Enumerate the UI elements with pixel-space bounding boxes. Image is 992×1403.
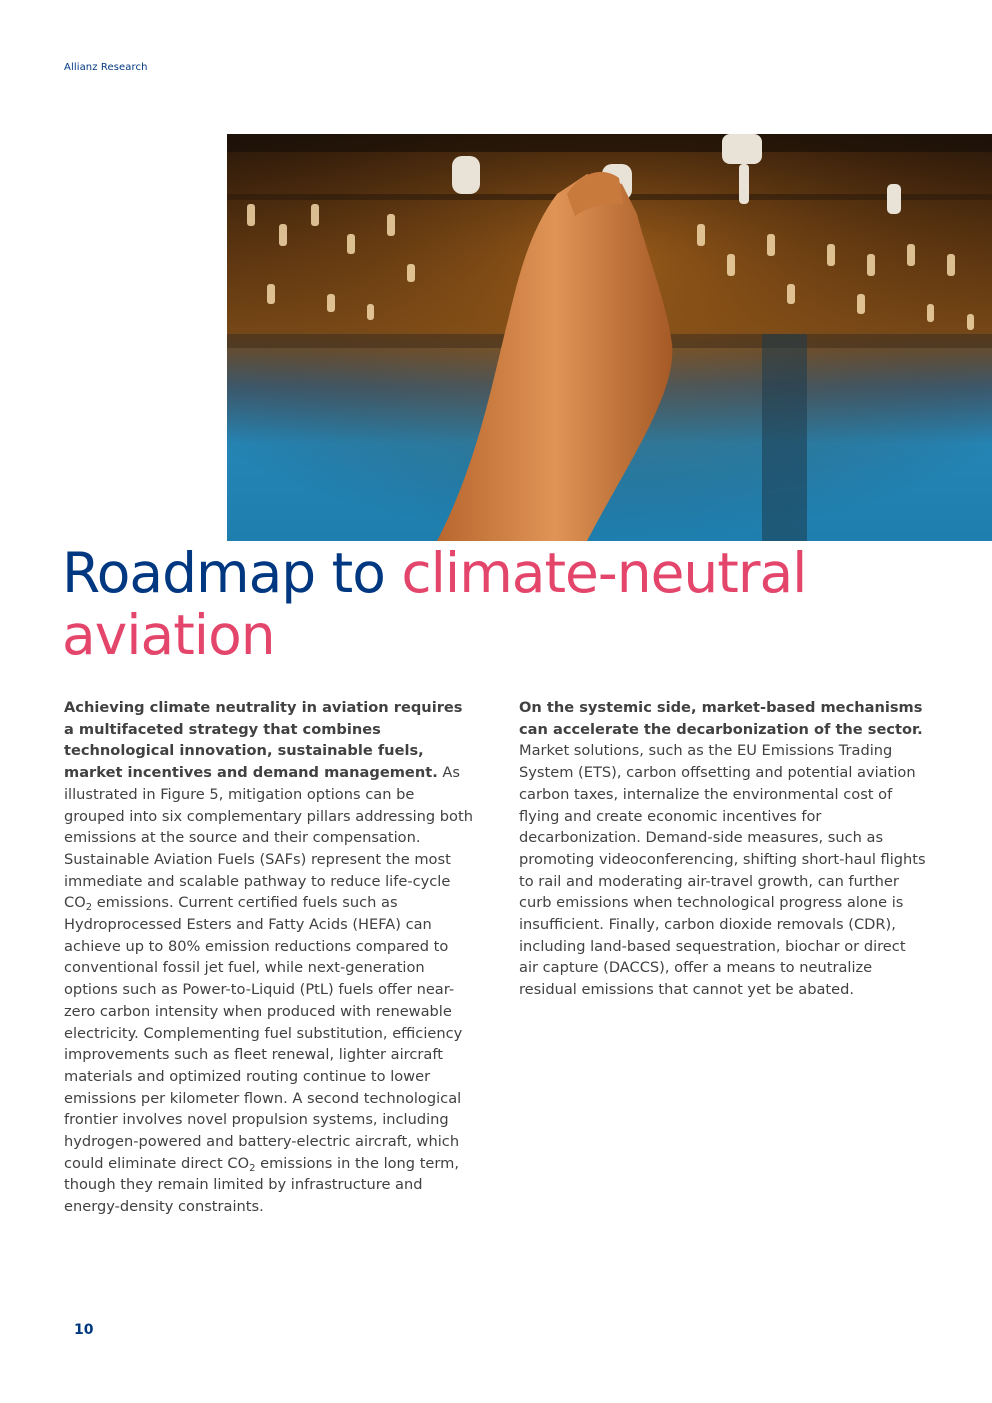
left-text-1: As illustrated in Figure 5, mitigation options can be grouped into six complementary pillars addressing both emissions at the source and their compensation. Sustainable Aviation Fuels (SAFs) represent the most immediate and scalable pathway to reduce life-cycle CO (64, 764, 473, 912)
body-column-left (64, 697, 474, 1218)
page-title (62, 542, 922, 666)
right-paragraph (519, 697, 929, 1001)
page-number: 10 (74, 1322, 94, 1338)
left-lead-bold: Achieving climate neutrality in aviation requires a multifaceted strategy that combines technological innovation, sustainable fuels, market incentives and demand management. (64, 699, 463, 782)
co2-subscript-2: 2 (249, 1162, 256, 1174)
co2-subscript-1: 2 (85, 902, 93, 914)
left-text-2: emissions. Current certified fuels such as Hydroprocessed Esters and Fatty Acids (HEFA) can achieve up to 80% emission reductions compared to conventional fossil jet fuel, while next-generation options such as Power-to-Liquid (PtL) fuels offer near-zero carbon intensity when produced with renewable electricity. Complementing fuel substitution, efficiency improvements such as fleet renewal, lighter aircraft materials and optimized routing continue to lower emissions per kilometer flown. A second technological frontier involves novel propulsion systems, including hydrogen-powered and battery-electric aircraft, which could eliminate direct CO (64, 894, 463, 1172)
title-part-pink: climate-neutral aviation (62, 541, 807, 667)
title-part-navy: Roadmap to (62, 541, 402, 605)
cockpit-photo-icon (227, 134, 992, 541)
right-text: Market solutions, such as the EU Emissions Trading System (ETS), carbon offsetting and potential aviation carbon taxes, internalize the environmental cost of flying and create economic incentives for decarbonization. Demand-side measures, such as promoting videoconferencing, shifting short-haul flights to rail and moderating air-travel growth, can further curb emissions when technological progress alone is insufficient. Finally, carbon dioxide removals (CDR), including land-based sequestration, biochar or direct air capture (DACCS), offer a means to neutralize residual emissions that cannot yet be abated. (519, 742, 926, 999)
left-text-3: emissions in the long term, though they remain limited by infrastructure and energy-density constraints. (64, 1154, 460, 1216)
header-brand: Allianz Research (64, 62, 148, 73)
hero-photo (227, 134, 992, 541)
left-paragraph (64, 697, 474, 1218)
right-lead-bold: On the systemic side, market-based mechanisms can accelerate the decarbonization of the sector. (519, 699, 923, 738)
body-column-right (519, 697, 929, 1001)
